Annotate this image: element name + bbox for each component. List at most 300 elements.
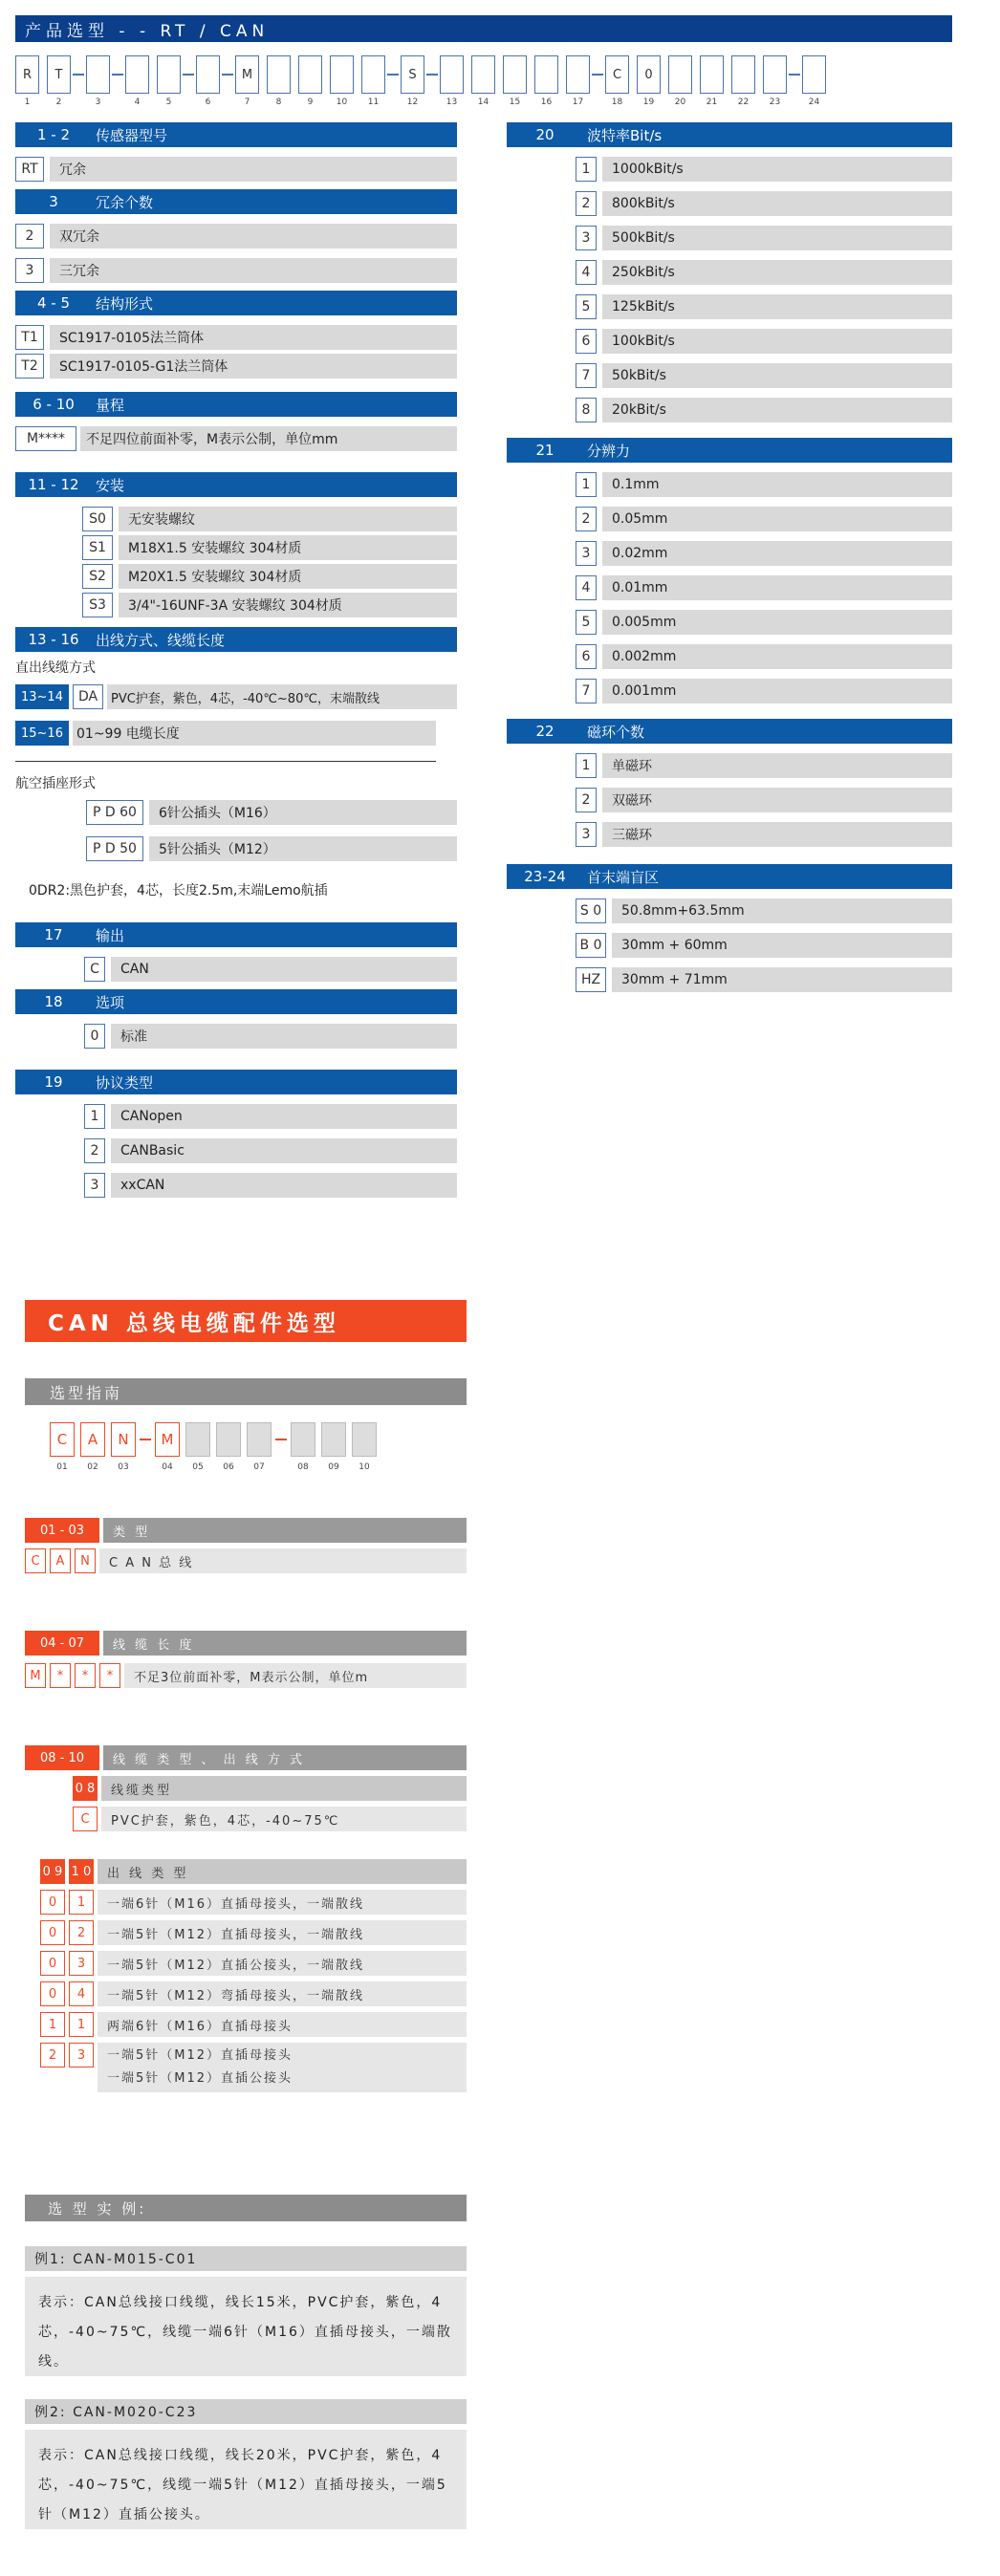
option-text: C A N 总 线: [99, 1548, 467, 1573]
outlet-option-row: [40, 2043, 467, 2092]
option-text: 100kBit/s: [602, 329, 952, 354]
section-number: 11 - 12: [28, 476, 79, 493]
option-text: 一端5针（M12）直插公接头，一端散线: [98, 1951, 467, 1976]
option-row: [15, 325, 457, 350]
outlet-option-row: [40, 1890, 467, 1915]
code-position-box: [763, 55, 787, 94]
code-position-box: 0: [637, 55, 661, 94]
digit-code: 1 0: [69, 1859, 94, 1884]
option-text: 3/4"-16UNF-3A 安装螺纹 304材质: [119, 593, 457, 617]
option-text: 无安装螺纹: [119, 507, 457, 531]
section-title: 波特率Bit/s: [587, 126, 663, 144]
code-position-box: [361, 55, 385, 94]
option-text: 6针公插头（M16）: [149, 800, 457, 825]
option-code: 8: [576, 398, 597, 422]
option-text: 0.001mm: [602, 679, 952, 704]
section-number: 21: [535, 442, 554, 459]
section-number: 19: [44, 1073, 63, 1091]
option-row: [15, 426, 457, 451]
code-position-number: 19: [642, 97, 655, 107]
code-separator-dash: [73, 74, 84, 76]
outlet-option-row: [40, 1981, 467, 2006]
section-number: 22: [535, 723, 554, 740]
code-position-box: [440, 55, 464, 94]
outlet-type-section: [40, 1859, 467, 2092]
code-separator-dash: [183, 74, 194, 76]
section-title: 输出: [96, 926, 125, 944]
section-header-resolution: [507, 438, 952, 463]
digit-code: 0 9: [40, 1859, 65, 1884]
code-separator-dash: [222, 74, 233, 76]
cable-code-number: 02: [87, 1462, 98, 1472]
code-position-box: [503, 55, 527, 94]
option-row: [507, 644, 952, 669]
option-row: [15, 354, 457, 379]
cable-code-number: 03: [118, 1462, 129, 1472]
cable-code-box: [291, 1422, 315, 1457]
code-box: 0: [40, 1920, 65, 1945]
option-row: [15, 224, 457, 249]
section-header-range: [15, 392, 457, 417]
cable-code-selector: [50, 1422, 451, 1480]
code-position-box: [267, 55, 291, 94]
option-text: [98, 2043, 467, 2092]
code-position-box: [298, 55, 322, 94]
option-text: CAN: [111, 957, 457, 982]
option-code: 1: [84, 1104, 105, 1129]
option-code: RT: [15, 157, 44, 182]
section-header-sensor-model: [15, 122, 457, 147]
option-code: S1: [82, 535, 113, 560]
option-text: 一端5针（M12）弯插母接头，一端散线: [98, 1981, 467, 2006]
code-position-number: 12: [406, 97, 419, 107]
section-header-dead-zone: [507, 864, 952, 889]
code-box: 3: [69, 1951, 94, 1976]
section-number: 13 - 16: [28, 631, 79, 648]
cable-code-box: [321, 1422, 346, 1457]
left-column: [15, 122, 457, 1198]
code-position-number: 15: [509, 97, 521, 107]
option-row: [15, 684, 457, 709]
section-number: 4 - 5: [36, 294, 71, 312]
option-row: [507, 472, 952, 497]
option-row: [15, 800, 457, 825]
option-row: [507, 610, 952, 635]
code-position-number: 3: [95, 97, 101, 107]
option-text: xxCAN: [111, 1173, 457, 1198]
option-code: T2: [15, 354, 44, 379]
section-title: 安装: [96, 476, 125, 494]
option-row: [507, 157, 952, 182]
option-row: [15, 1173, 457, 1198]
section-number: 6 - 10: [33, 396, 75, 413]
section-title: 磁环个数: [587, 723, 645, 741]
option-row: [507, 191, 952, 216]
dead-zone-options: [507, 898, 952, 992]
code-position-number: 24: [808, 97, 820, 107]
option-text: SC1917-0105法兰筒体: [50, 325, 457, 350]
option-code: 7: [576, 679, 597, 704]
option-code: P D 50: [86, 836, 143, 861]
code-box: M: [25, 1663, 46, 1688]
code-box: 1: [69, 2012, 94, 2037]
code-position-number: 14: [477, 97, 489, 107]
option-text: 0.05mm: [602, 507, 952, 531]
example-body: 表示：CAN总线接口线缆，线长15米，PVC护套，紫色，4芯，-40~75℃，线缆一端6针（M16）直插母接头，一端散线。: [25, 2277, 467, 2376]
baud-rate-options: [507, 157, 952, 422]
code-position-number: 4: [134, 97, 141, 107]
cable-code-box: N: [111, 1422, 136, 1457]
aviation-plug-label: 航空插座形式: [15, 776, 96, 791]
code-position-number: 23: [769, 97, 781, 107]
option-text: 50kBit/s: [602, 363, 952, 388]
cable-code-box: [185, 1422, 210, 1457]
code-separator-dash: [789, 74, 800, 76]
section-title: 线 缆 长 度: [103, 1631, 467, 1656]
option-text: 两端6针（M16）直插母接头: [98, 2012, 467, 2037]
code-position-box: [330, 55, 354, 94]
section-title: 选项: [96, 993, 125, 1011]
option-text: 0.002mm: [602, 644, 952, 669]
option-code: 4: [576, 260, 597, 285]
model-code-selector: [15, 55, 952, 113]
code-separator-dash: [112, 74, 123, 76]
code-position-box: [86, 55, 110, 94]
section-number: 3: [49, 193, 58, 210]
option-text: PVC护套，紫色，4芯，-40~75℃: [101, 1807, 467, 1831]
option-row: [507, 575, 952, 600]
option-code: M****: [15, 426, 76, 451]
option-text: 5针公插头（M12）: [149, 836, 457, 861]
code-position-number: 21: [706, 97, 718, 107]
option-text: 500kBit/s: [602, 226, 952, 250]
option-text: PVC护套，紫色，4芯，-40℃~80℃，末端散线: [107, 684, 457, 709]
cable-code-separator: [275, 1439, 287, 1440]
code-box: 0: [40, 1981, 65, 2006]
option-code: T1: [15, 325, 44, 350]
subsection-title: 出 线 类 型: [98, 1859, 467, 1884]
cable-code-number: 09: [328, 1462, 339, 1472]
option-row: [507, 541, 952, 566]
magnet-count-options: [507, 753, 952, 847]
section-number: 01 - 03: [25, 1518, 99, 1543]
option-row: [15, 157, 457, 182]
option-text: 800kBit/s: [602, 191, 952, 216]
option-text-line: 一端5针（M12）直插公接头: [107, 2071, 293, 2086]
option-text: 50.8mm+63.5mm: [612, 898, 952, 923]
code-box: *: [50, 1663, 71, 1688]
option-code: 4: [576, 575, 597, 600]
section-title: 传感器型号: [96, 126, 168, 144]
option-text: 0.01mm: [602, 575, 952, 600]
digit-range: 13~14: [15, 684, 69, 709]
section-number: 23-24: [524, 868, 566, 885]
lemo-note: 0DR2:黑色护套，4芯，长度2.5m,末端Lemo航插: [29, 883, 328, 898]
option-text: 不足四位前面补零，M表示公制，单位mm: [80, 426, 457, 451]
example-1: [25, 2246, 467, 2376]
example-title: 例1: CAN-M015-C01: [25, 2246, 467, 2271]
option-code: 2: [84, 1138, 105, 1163]
option-code: 6: [576, 329, 597, 354]
code-box: 1: [69, 1890, 94, 1915]
option-code: 2: [576, 191, 597, 216]
option-code: 3: [576, 226, 597, 250]
option-row: [15, 535, 457, 560]
code-box: 0: [40, 1951, 65, 1976]
option-row: [507, 226, 952, 250]
option-row: [15, 258, 457, 283]
section-header-mounting: [15, 472, 457, 497]
option-text: 125kBit/s: [602, 294, 952, 319]
section-number: 20: [535, 126, 554, 143]
digit-range: 15~16: [15, 721, 69, 746]
option-text-line: 一端5针（M12）直插母接头: [107, 2048, 293, 2063]
option-row: [15, 1024, 457, 1049]
section-header-protocol: [15, 1070, 457, 1094]
code-position-number: 11: [367, 97, 380, 107]
option-row: [15, 836, 457, 861]
code-position-number: 17: [572, 97, 584, 107]
outlet-option-row: [40, 1951, 467, 1976]
cable-code-number: 06: [223, 1462, 234, 1472]
option-row: [507, 363, 952, 388]
option-code: 7: [576, 363, 597, 388]
code-position-number: 18: [611, 97, 623, 107]
option-row: [507, 329, 952, 354]
option-text: 双磁环: [602, 788, 952, 812]
option-code: 3: [15, 258, 44, 283]
example-title: 例2: CAN-M020-C23: [25, 2399, 467, 2424]
digit-code: 0 8: [73, 1776, 98, 1801]
option-text: 250kBit/s: [602, 260, 952, 285]
cable-banner: [25, 1300, 467, 1342]
option-text: 不足3位前面补零，M表示公制，单位m: [124, 1663, 467, 1688]
code-box: 0: [40, 1890, 65, 1915]
section-title: 冗余个数: [96, 193, 154, 211]
cable-banner-text: CAN 总线电缆配件选型: [48, 1310, 340, 1336]
code-box: N: [75, 1548, 96, 1573]
cable-code-box: [352, 1422, 377, 1457]
option-code: 5: [576, 294, 597, 319]
code-position-box: [700, 55, 724, 94]
right-column: [507, 122, 952, 992]
code-box: A: [50, 1548, 71, 1573]
section-header-options: [15, 989, 457, 1014]
code-position-box: R: [15, 55, 39, 94]
code-separator-dash: [426, 74, 438, 76]
code-position-box: [157, 55, 181, 94]
section-number: 1 - 2: [36, 126, 71, 143]
section-number: 08 - 10: [25, 1745, 99, 1770]
option-text: 双冗余: [50, 224, 457, 249]
cable-code-separator: [140, 1439, 151, 1440]
option-code: 3: [576, 822, 597, 847]
option-text: 30mm + 71mm: [612, 967, 952, 992]
option-row: [507, 753, 952, 778]
option-text: 0.02mm: [602, 541, 952, 566]
section-header-outlet: [15, 627, 457, 652]
cable-code-box: M: [155, 1422, 180, 1457]
option-text: 三磁环: [602, 822, 952, 847]
code-position-box: [668, 55, 692, 94]
section-title: 量程: [96, 396, 125, 414]
code-position-box: [566, 55, 590, 94]
option-text: 三冗余: [50, 258, 457, 283]
option-row: [507, 898, 952, 923]
subsection-title: 线缆类型: [101, 1776, 467, 1801]
code-position-box: [534, 55, 558, 94]
option-text: 30mm + 60mm: [612, 933, 952, 958]
option-row: [15, 957, 457, 982]
section-header-baud-rate: [507, 122, 952, 147]
section-number: 04 - 07: [25, 1631, 99, 1656]
option-text: 标准: [111, 1024, 457, 1049]
code-box: C: [73, 1807, 98, 1831]
cable-code-number: 01: [56, 1462, 68, 1472]
cable-code-number: 07: [253, 1462, 265, 1472]
option-row: [15, 507, 457, 531]
example-2: [25, 2399, 467, 2529]
code-position-number: 13: [446, 97, 458, 107]
resolution-options: [507, 472, 952, 704]
option-text: 冗余: [50, 157, 457, 182]
code-position-number: 16: [540, 97, 553, 107]
option-code: S 0: [576, 898, 606, 923]
option-row: [507, 507, 952, 531]
cable-code-box: C: [50, 1422, 75, 1457]
example-body: 表示：CAN总线接口线缆，线长20米，PVC护套，紫色，4芯，-40~75℃，线缆一端5针（M12）直插母接头，一端5针（M12）直插公接头。: [25, 2430, 467, 2529]
option-code: 2: [576, 788, 597, 812]
section-number: 17: [44, 926, 63, 943]
section-header-redundancy: [15, 189, 457, 214]
selection-guide-title: 选型指南: [50, 1383, 123, 1402]
code-position-box: [471, 55, 495, 94]
option-row: [15, 1104, 457, 1129]
section-header-magnet-count: [507, 719, 952, 744]
cable-length-section: [25, 1631, 467, 1688]
code-position-number: 22: [737, 97, 750, 107]
code-position-box: C: [605, 55, 629, 94]
option-text: 一端6针（M16）直插母接头，一端散线: [98, 1890, 467, 1915]
option-row: [15, 721, 457, 746]
cable-code-number: 10: [359, 1462, 370, 1472]
examples-header: [25, 2195, 467, 2221]
page-title-bar: [15, 15, 952, 42]
option-code: P D 60: [86, 800, 143, 825]
option-row: [507, 933, 952, 958]
option-row: [507, 294, 952, 319]
cable-kind-section: [25, 1745, 467, 1831]
option-code: DA: [73, 684, 103, 709]
code-position-box: [731, 55, 755, 94]
option-text: 0.1mm: [602, 472, 952, 497]
option-text: 0.005mm: [602, 610, 952, 635]
code-separator-dash: [387, 74, 399, 76]
option-code: 1: [576, 472, 597, 497]
page-title: 产品选型 - - RT / CAN: [25, 21, 270, 41]
option-code: 2: [15, 224, 44, 249]
section-header-output: [15, 922, 457, 947]
code-position-number: 7: [244, 97, 250, 107]
section-title: 出线方式、线缆长度: [96, 631, 226, 649]
code-position-box: T: [47, 55, 71, 94]
cable-code-box: [247, 1422, 272, 1457]
divider: [15, 761, 436, 762]
cable-code-box: A: [80, 1422, 105, 1457]
code-position-number: 9: [307, 97, 314, 107]
code-position-box: M: [235, 55, 259, 94]
code-position-number: 6: [205, 97, 211, 107]
code-box: *: [99, 1663, 120, 1688]
option-text: M20X1.5 安装螺纹 304材质: [119, 564, 457, 589]
section-title: 首末端盲区: [587, 868, 660, 886]
option-text: 20kBit/s: [602, 398, 952, 422]
option-row: [15, 593, 457, 617]
option-row: [507, 398, 952, 422]
code-position-box: S: [401, 55, 424, 94]
option-text: CANopen: [111, 1104, 457, 1129]
outlet-type-options: [40, 1890, 467, 2092]
section-title: 线 缆 类 型 、 出 线 方 式: [103, 1745, 467, 1770]
option-code: 1: [576, 157, 597, 182]
option-text: M18X1.5 安装螺纹 304材质: [119, 535, 457, 560]
option-code: 3: [576, 541, 597, 566]
option-row: [507, 822, 952, 847]
section-title: 分辨力: [587, 442, 631, 460]
option-text: SC1917-0105-G1法兰筒体: [50, 354, 457, 379]
section-header-structure: [15, 291, 457, 315]
section-number: 18: [44, 993, 63, 1010]
option-text: 单磁环: [602, 753, 952, 778]
code-box: C: [25, 1548, 46, 1573]
option-code: 5: [576, 610, 597, 635]
option-code: B 0: [576, 933, 606, 958]
option-row: [507, 788, 952, 812]
cable-code-number: 08: [297, 1462, 309, 1472]
option-code: S0: [82, 507, 113, 531]
section-title: 协议类型: [96, 1073, 154, 1092]
option-row: [507, 260, 952, 285]
examples-title: 选 型 实 例:: [48, 2199, 147, 2218]
option-code: 2: [576, 507, 597, 531]
selection-guide-header: [25, 1378, 467, 1405]
code-position-box: [125, 55, 149, 94]
option-code: C: [84, 957, 105, 982]
code-box: 4: [69, 1981, 94, 2006]
option-code: S2: [82, 564, 113, 589]
option-row: [507, 967, 952, 992]
option-text: 1000kBit/s: [602, 157, 952, 182]
code-position-number: 1: [24, 97, 31, 107]
code-position-number: 8: [275, 97, 282, 107]
section-title: 结构形式: [96, 294, 154, 313]
code-position-number: 2: [55, 97, 62, 107]
section-title: 类 型: [103, 1518, 467, 1543]
option-code: 0: [84, 1024, 105, 1049]
outlet-option-row: [40, 1920, 467, 1945]
option-row: [15, 564, 457, 589]
option-row: [15, 1138, 457, 1163]
code-position-number: 20: [674, 97, 686, 107]
option-row: [507, 679, 952, 704]
code-box: 3: [69, 2043, 94, 2067]
option-code: 1: [576, 753, 597, 778]
code-position-box: [196, 55, 220, 94]
option-code: 3: [84, 1173, 105, 1198]
option-code: S3: [82, 593, 113, 617]
option-code: 6: [576, 644, 597, 669]
option-text: 一端5针（M12）直插母接头，一端散线: [98, 1920, 467, 1945]
